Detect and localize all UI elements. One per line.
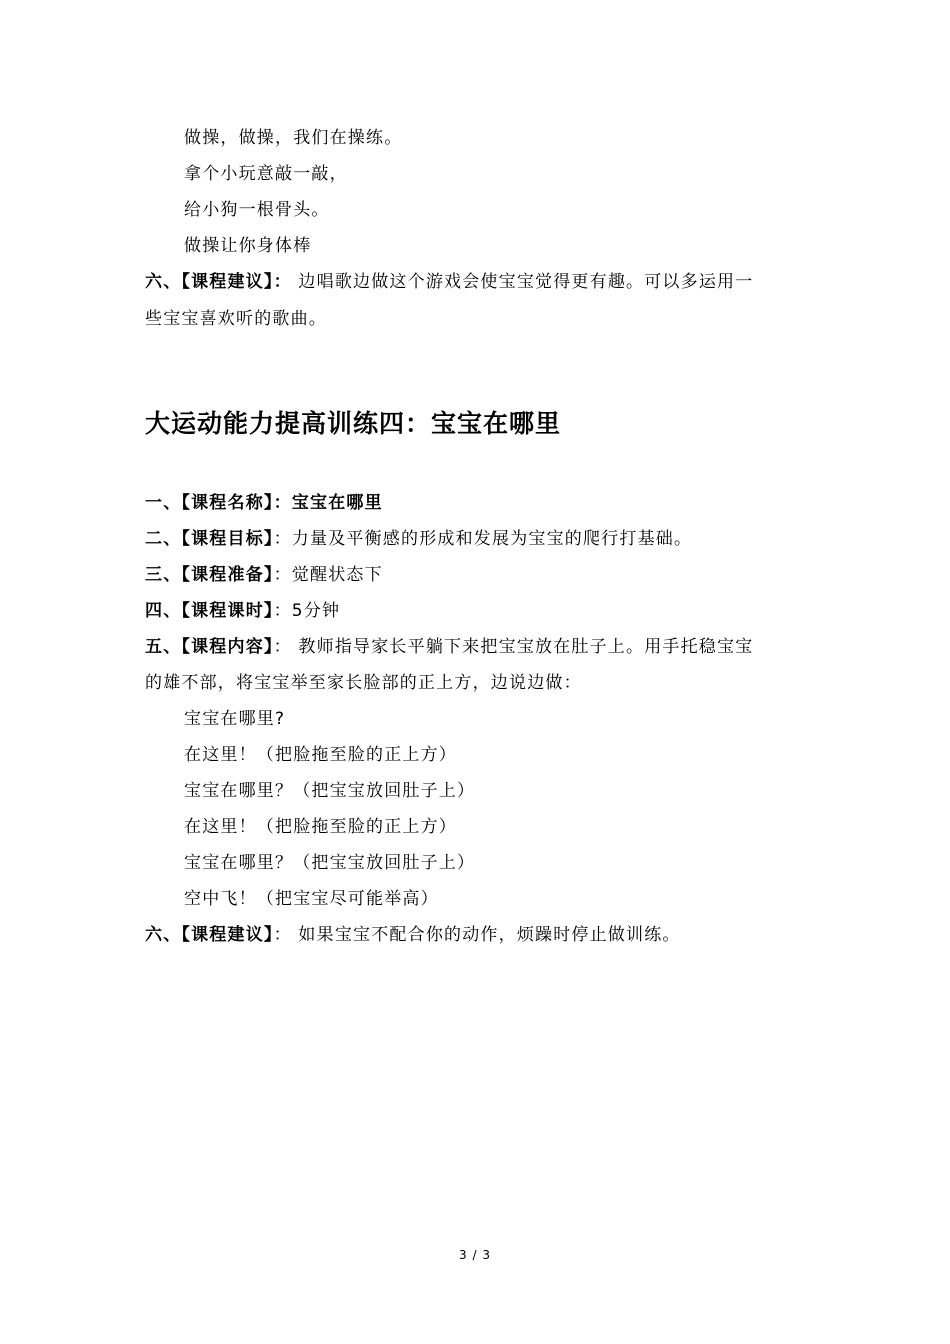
course-suggestion-value: ： 如果宝宝不配合你的动作，烦躁时停止做训练。 (273, 925, 681, 945)
course-name-line (145, 492, 383, 514)
top-suggestion-line-2: 些宝宝喜欢听的歌曲。 (145, 309, 327, 329)
dialogue-line-1: 宝宝在哪里? (184, 709, 286, 729)
song-line-3: 给小狗一根骨头。 (184, 200, 330, 220)
course-content-value-1: ： 教师指导家长平躺下来把宝宝放在肚子上。用手托稳宝宝 (273, 637, 754, 657)
top-suggestion-text-1: 边唱歌边做这个游戏会使宝宝觉得更有趣。可以多运用一 (291, 272, 754, 292)
dialogue-line-4: 在这里！（把脸拖至脸的正上方） (184, 817, 457, 837)
dialogue-line-2: 在这里！（把脸拖至脸的正上方） (184, 745, 457, 765)
course-content-label: 五、【课程内容】 (145, 637, 274, 657)
dialogue-line-5: 宝宝在哪里？（把宝宝放回肚子上） (184, 853, 476, 873)
course-duration-line (145, 600, 340, 622)
top-suggestion-line-1 (145, 271, 753, 293)
song-line-1: 做操，做操，我们在操练。 (184, 128, 403, 148)
course-goal-line (145, 528, 692, 550)
page-number: 3 / 3 (459, 1248, 491, 1262)
course-prep-label: 三、【课程准备】 (145, 565, 274, 585)
course-prep-value: ：觉醒状态下 (273, 565, 383, 585)
course-prep-line (145, 564, 383, 586)
dialogue-line-6: 空中飞！（把宝宝尽可能举高） (184, 889, 439, 909)
dialogue-line-3: 宝宝在哪里？（把宝宝放回肚子上） (184, 781, 476, 801)
song-line-2: 拿个小玩意敲一敲， (184, 164, 348, 184)
course-goal-value: ：力量及平衡感的形成和发展为宝宝的爬行打基础。 (273, 529, 693, 549)
section-title: 大运动能力提高训练四：宝宝在哪里 (145, 409, 562, 438)
song-line-4: 做操让你身体棒 (184, 236, 312, 256)
course-goal-label: 二、【课程目标】 (145, 529, 274, 549)
course-content-line-1 (145, 636, 753, 658)
course-content-line-2: 的雄不部，将宝宝举至家长脸部的正上方，边说边做： (145, 673, 582, 693)
course-suggestion-line (145, 924, 681, 946)
course-name-value: ：宝宝在哪里 (273, 493, 383, 513)
course-name-label: 一、【课程名称】 (145, 493, 274, 513)
course-suggestion-label: 六、【课程建议】 (145, 925, 274, 945)
top-suggestion-label: 六、【课程建议】： (145, 272, 292, 292)
course-duration-label: 四、【课程课时】 (145, 601, 274, 621)
course-duration-value: ：5分钟 (273, 601, 341, 621)
